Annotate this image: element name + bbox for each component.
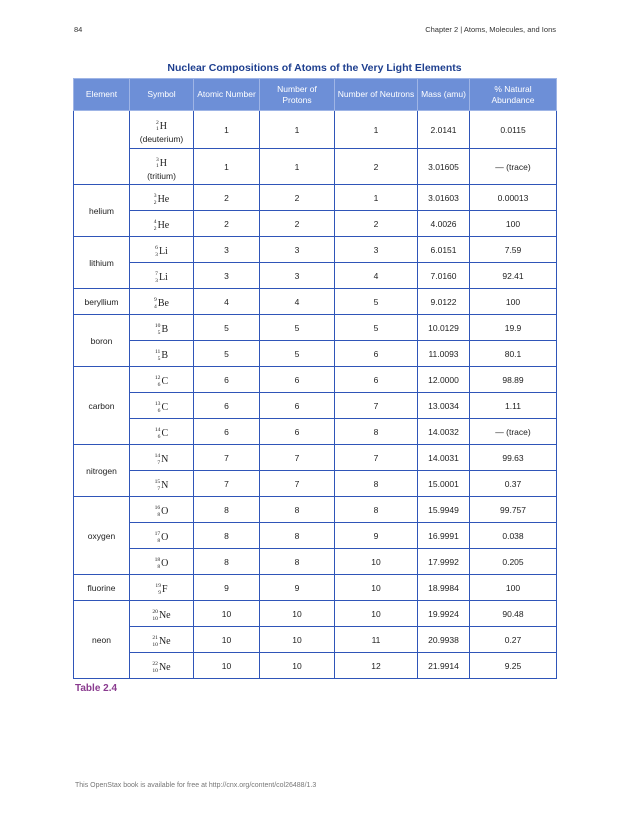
atomic-number-cell: 9 — [194, 575, 260, 601]
atomic-number-subscript: 3 — [155, 251, 158, 258]
chemical-symbol: He — [157, 220, 170, 231]
table-row — [74, 315, 557, 341]
atomic-number-cell: 6 — [194, 367, 260, 393]
atomic-number-subscript: 5 — [157, 355, 161, 362]
neutrons-cell: 10 — [335, 601, 418, 627]
table-label: Table 2.4 — [75, 683, 118, 694]
mass-cell: 7.0160 — [418, 263, 470, 289]
symbol-cell — [130, 575, 194, 601]
mass-cell: 20.9938 — [418, 627, 470, 653]
atomic-number-cell: 5 — [194, 315, 260, 341]
mass-number: 3 — [155, 156, 159, 163]
neutrons-cell: 8 — [335, 419, 418, 445]
mass-number: 7 — [155, 271, 158, 277]
abundance-cell: — (trace) — [470, 419, 557, 445]
atomic-number-cell: 5 — [194, 341, 260, 367]
protons-cell: 5 — [260, 315, 335, 341]
atomic-number-cell: 10 — [194, 601, 260, 627]
mass-number: 6 — [155, 245, 158, 251]
neutrons-cell: 4 — [335, 263, 418, 289]
abundance-cell: 0.038 — [470, 523, 557, 549]
isotope-numbers — [155, 479, 161, 492]
symbol-cell — [130, 523, 194, 549]
isotope-symbol — [155, 583, 167, 596]
abundance-cell: 100 — [470, 289, 557, 315]
chemical-symbol: Li — [158, 272, 168, 283]
atomic-number-subscript: 9 — [158, 589, 162, 596]
isotope-symbol — [154, 297, 169, 310]
footer-text: This OpenStax book is available for free at http://cnx.org/content/col26488/1.3 — [75, 782, 317, 789]
isotope-symbol — [154, 219, 169, 232]
protons-cell: 2 — [260, 185, 335, 211]
neutrons-cell: 12 — [335, 653, 418, 679]
mass-cell: 6.0151 — [418, 237, 470, 263]
isotope-symbol — [152, 609, 170, 622]
atomic-number-subscript: 3 — [155, 277, 158, 284]
atomic-number-cell: 3 — [194, 237, 260, 263]
atomic-number-subscript: 8 — [157, 511, 161, 518]
atomic-number-cell: 3 — [194, 263, 260, 289]
atomic-number-subscript: 1 — [155, 126, 159, 132]
isotope-symbol — [155, 531, 169, 544]
symbol-cell — [130, 341, 194, 367]
atomic-number-cell: 1 — [194, 149, 260, 185]
atomic-number-subscript: 10 — [152, 641, 158, 648]
abundance-cell: 0.27 — [470, 627, 557, 653]
symbol-cell — [130, 393, 194, 419]
abundance-cell: 0.37 — [470, 471, 557, 497]
mass-number: 9 — [154, 297, 157, 303]
mass-number: 22 — [152, 661, 158, 667]
atomic-number-cell: 10 — [194, 653, 260, 679]
symbol-cell — [130, 497, 194, 523]
atomic-number-cell: 2 — [194, 185, 260, 211]
page-number: 84 — [74, 25, 83, 34]
atomic-number-cell: 7 — [194, 471, 260, 497]
isotope-numbers — [155, 531, 161, 544]
isotope-numbers — [152, 661, 158, 674]
atomic-number-subscript: 8 — [157, 537, 161, 544]
table-row — [74, 367, 557, 393]
nuclear-composition-table — [73, 78, 557, 679]
isotope-symbol — [155, 349, 168, 362]
mass-cell: 3.01603 — [418, 185, 470, 211]
symbol-cell — [130, 601, 194, 627]
atomic-number-cell: 8 — [194, 549, 260, 575]
atomic-number-subscript: 4 — [154, 303, 157, 310]
element-name-cell: oxygen — [74, 497, 130, 575]
isotope-symbol — [155, 479, 169, 492]
table-row — [74, 601, 557, 627]
atomic-number-subscript: 6 — [157, 381, 161, 388]
abundance-cell: 0.0115 — [470, 111, 557, 149]
atomic-number-cell: 6 — [194, 419, 260, 445]
neutrons-cell: 1 — [335, 185, 418, 211]
table-body — [74, 111, 557, 679]
protons-cell: 1 — [260, 149, 335, 185]
neutrons-cell: 10 — [335, 549, 418, 575]
neutrons-cell: 5 — [335, 289, 418, 315]
neutrons-cell: 9 — [335, 523, 418, 549]
mass-cell: 17.9992 — [418, 549, 470, 575]
abundance-cell: 19.9 — [470, 315, 557, 341]
isotope-numbers — [155, 557, 161, 570]
abundance-cell: 99.63 — [470, 445, 557, 471]
table-row — [74, 393, 557, 419]
chemical-symbol: He — [157, 194, 170, 205]
col-header-atomic-number: Atomic Number — [194, 79, 260, 111]
chemical-symbol: N — [161, 454, 169, 465]
mass-number: 15 — [154, 479, 161, 485]
protons-cell: 3 — [260, 263, 335, 289]
mass-cell: 14.0032 — [418, 419, 470, 445]
mass-number: 11 — [154, 349, 161, 355]
symbol-cell — [130, 445, 194, 471]
mass-number: 21 — [152, 635, 158, 641]
isotope-numbers — [154, 193, 157, 206]
isotope-numbers — [155, 349, 160, 362]
atomic-number-cell: 7 — [194, 445, 260, 471]
atomic-number-subscript: 7 — [157, 459, 161, 466]
isotope-numbers — [155, 245, 158, 258]
table-row — [74, 653, 557, 679]
protons-cell: 10 — [260, 627, 335, 653]
symbol-cell — [130, 185, 194, 211]
chemical-symbol: C — [161, 428, 169, 439]
chemical-symbol: H — [159, 157, 168, 169]
table-row — [74, 211, 557, 237]
symbol-cell — [130, 237, 194, 263]
chemical-symbol: B — [161, 350, 169, 361]
atomic-number-cell: 8 — [194, 497, 260, 523]
isotope-symbol — [156, 120, 167, 133]
atomic-number-cell: 8 — [194, 523, 260, 549]
abundance-cell: 80.1 — [470, 341, 557, 367]
neutrons-cell: 11 — [335, 627, 418, 653]
isotope-numbers — [155, 453, 161, 466]
chemical-symbol: C — [161, 376, 169, 387]
mass-cell: 12.0000 — [418, 367, 470, 393]
isotope-symbol — [152, 661, 170, 674]
abundance-cell: 90.48 — [470, 601, 557, 627]
chemical-symbol: Ne — [158, 662, 171, 673]
atomic-number-subscript: 10 — [152, 667, 158, 674]
table-row — [74, 341, 557, 367]
isotope-symbol — [155, 375, 168, 388]
mass-number: 4 — [153, 219, 157, 225]
element-name-cell: lithium — [74, 237, 130, 289]
table-row — [74, 263, 557, 289]
mass-number: 3 — [153, 193, 157, 199]
mass-cell: 16.9991 — [418, 523, 470, 549]
neutrons-cell: 6 — [335, 341, 418, 367]
col-header-element: Element — [74, 79, 130, 111]
protons-cell: 6 — [260, 419, 335, 445]
symbol-cell — [130, 653, 194, 679]
symbol-cell — [130, 263, 194, 289]
col-header-neutrons: Number of Neutrons — [335, 79, 418, 111]
table-row — [74, 111, 557, 149]
atomic-number-cell: 10 — [194, 627, 260, 653]
mass-cell: 11.0093 — [418, 341, 470, 367]
abundance-cell: 99.757 — [470, 497, 557, 523]
mass-cell: 15.0001 — [418, 471, 470, 497]
neutrons-cell: 8 — [335, 497, 418, 523]
protons-cell: 8 — [260, 497, 335, 523]
protons-cell: 7 — [260, 471, 335, 497]
table-row — [74, 149, 557, 185]
protons-cell: 8 — [260, 523, 335, 549]
chemical-symbol: Ne — [158, 636, 171, 647]
element-name-cell: carbon — [74, 367, 130, 445]
protons-cell: 8 — [260, 549, 335, 575]
element-name-cell: nitrogen — [74, 445, 130, 497]
mass-number: 17 — [154, 531, 161, 537]
protons-cell: 4 — [260, 289, 335, 315]
element-name-cell: beryllium — [74, 289, 130, 315]
table-title: Nuclear Compositions of Atoms of the Very Light Elements — [167, 62, 462, 74]
isotope-symbol — [155, 557, 169, 570]
chemical-symbol: O — [161, 558, 169, 569]
isotope-numbers — [155, 375, 161, 388]
isotope-numbers — [155, 323, 161, 336]
chemical-symbol: B — [161, 324, 169, 335]
table-row — [74, 471, 557, 497]
element-name-cell: neon — [74, 601, 130, 679]
mass-cell: 3.01605 — [418, 149, 470, 185]
isotope-symbol — [152, 635, 170, 648]
isotope-name: (deuterium) — [139, 133, 184, 144]
protons-cell: 3 — [260, 237, 335, 263]
isotope-numbers — [155, 271, 158, 284]
atomic-number-subscript: 5 — [157, 329, 161, 336]
symbol-cell — [130, 149, 194, 185]
col-header-abundance: % Natural Abundance — [470, 79, 557, 111]
table-row — [74, 419, 557, 445]
mass-number: 14 — [154, 427, 161, 433]
element-name-cell — [74, 111, 130, 185]
isotope-numbers — [155, 427, 161, 440]
isotope-symbol — [155, 245, 168, 258]
chemical-symbol: Be — [157, 298, 169, 309]
neutrons-cell: 2 — [335, 211, 418, 237]
mass-cell: 9.0122 — [418, 289, 470, 315]
mass-number: 20 — [152, 609, 158, 615]
protons-cell: 6 — [260, 393, 335, 419]
atomic-number-cell: 2 — [194, 211, 260, 237]
symbol-cell — [130, 367, 194, 393]
symbol-cell — [130, 471, 194, 497]
protons-cell: 2 — [260, 211, 335, 237]
isotope-symbol — [155, 453, 169, 466]
table-row — [74, 523, 557, 549]
mass-cell: 21.9914 — [418, 653, 470, 679]
table-row — [74, 237, 557, 263]
mass-cell: 4.0026 — [418, 211, 470, 237]
mass-cell: 19.9924 — [418, 601, 470, 627]
isotope-numbers — [155, 505, 161, 518]
symbol-cell — [130, 289, 194, 315]
atomic-number-subscript: 8 — [157, 563, 161, 570]
isotope-name: (tritium) — [147, 170, 176, 181]
isotope-symbol — [155, 323, 168, 336]
protons-cell: 7 — [260, 445, 335, 471]
atomic-number-subscript: 10 — [152, 615, 158, 622]
col-header-protons: Number of Protons — [260, 79, 335, 111]
isotope-symbol — [154, 193, 169, 206]
atomic-number-subscript: 6 — [157, 407, 161, 414]
protons-cell: 5 — [260, 341, 335, 367]
isotope-symbol — [155, 427, 168, 440]
atomic-number-cell: 6 — [194, 393, 260, 419]
neutrons-cell: 1 — [335, 111, 418, 149]
abundance-cell: 1.11 — [470, 393, 557, 419]
table-row — [74, 497, 557, 523]
chemical-symbol: Ne — [158, 610, 171, 621]
element-name-cell: helium — [74, 185, 130, 237]
protons-cell: 9 — [260, 575, 335, 601]
neutrons-cell: 5 — [335, 315, 418, 341]
abundance-cell: 0.00013 — [470, 185, 557, 211]
abundance-cell: 100 — [470, 575, 557, 601]
atomic-number-subscript: 6 — [157, 433, 161, 440]
atomic-number-cell: 4 — [194, 289, 260, 315]
col-header-mass: Mass (amu) — [418, 79, 470, 111]
protons-cell: 10 — [260, 653, 335, 679]
mass-number: 13 — [154, 401, 161, 407]
isotope-symbol — [155, 271, 168, 284]
neutrons-cell: 10 — [335, 575, 418, 601]
table-row — [74, 185, 557, 211]
symbol-cell — [130, 549, 194, 575]
isotope-numbers — [156, 157, 159, 170]
protons-cell: 6 — [260, 367, 335, 393]
chemical-symbol: H — [159, 120, 168, 132]
mass-number: 12 — [154, 375, 161, 381]
mass-number: 14 — [154, 453, 161, 459]
chemical-symbol: Li — [158, 246, 168, 257]
mass-cell: 15.9949 — [418, 497, 470, 523]
symbol-cell — [130, 211, 194, 237]
chemical-symbol: O — [161, 532, 169, 543]
table-row — [74, 575, 557, 601]
isotope-numbers — [155, 583, 161, 596]
mass-number: 16 — [154, 505, 161, 511]
header-row — [74, 79, 557, 111]
mass-cell: 14.0031 — [418, 445, 470, 471]
isotope-symbol — [155, 505, 169, 518]
atomic-number-subscript: 2 — [153, 199, 157, 206]
neutrons-cell: 2 — [335, 149, 418, 185]
protons-cell: 10 — [260, 601, 335, 627]
isotope-numbers — [152, 635, 158, 648]
running-head: Chapter 2 | Atoms, Molecules, and Ions — [425, 25, 556, 34]
abundance-cell: 100 — [470, 211, 557, 237]
mass-number: 19 — [155, 583, 162, 589]
table-row — [74, 289, 557, 315]
table-row — [74, 445, 557, 471]
mass-cell: 18.9984 — [418, 575, 470, 601]
abundance-cell: 0.205 — [470, 549, 557, 575]
neutrons-cell: 6 — [335, 367, 418, 393]
neutrons-cell: 7 — [335, 393, 418, 419]
atomic-number-subscript: 7 — [157, 485, 161, 492]
isotope-symbol — [155, 401, 168, 414]
mass-cell: 10.0129 — [418, 315, 470, 341]
symbol-cell — [130, 111, 194, 149]
isotope-symbol — [156, 157, 167, 170]
isotope-numbers — [152, 609, 158, 622]
isotope-numbers — [156, 120, 159, 133]
atomic-number-cell: 1 — [194, 111, 260, 149]
symbol-cell — [130, 627, 194, 653]
atomic-number-subscript: 1 — [155, 163, 159, 169]
mass-cell: 2.0141 — [418, 111, 470, 149]
symbol-cell — [130, 419, 194, 445]
symbol-cell — [130, 315, 194, 341]
element-name-cell: boron — [74, 315, 130, 367]
isotope-numbers — [154, 297, 157, 310]
neutrons-cell: 7 — [335, 445, 418, 471]
col-header-symbol: Symbol — [130, 79, 194, 111]
abundance-cell: — (trace) — [470, 149, 557, 185]
chemical-symbol: O — [161, 506, 169, 517]
abundance-cell: 92.41 — [470, 263, 557, 289]
table-row — [74, 549, 557, 575]
atomic-number-subscript: 2 — [153, 225, 157, 232]
chemical-symbol: C — [161, 402, 169, 413]
neutrons-cell: 8 — [335, 471, 418, 497]
chemical-symbol: N — [161, 480, 169, 491]
isotope-numbers — [155, 401, 161, 414]
isotope-numbers — [154, 219, 157, 232]
table-row — [74, 627, 557, 653]
mass-number: 2 — [155, 119, 159, 126]
abundance-cell: 7.59 — [470, 237, 557, 263]
protons-cell: 1 — [260, 111, 335, 149]
mass-cell: 13.0034 — [418, 393, 470, 419]
abundance-cell: 98.89 — [470, 367, 557, 393]
abundance-cell: 9.25 — [470, 653, 557, 679]
mass-number: 10 — [154, 323, 161, 329]
mass-number: 18 — [154, 557, 161, 563]
element-name-cell: fluorine — [74, 575, 130, 601]
chemical-symbol: F — [162, 584, 168, 595]
neutrons-cell: 3 — [335, 237, 418, 263]
